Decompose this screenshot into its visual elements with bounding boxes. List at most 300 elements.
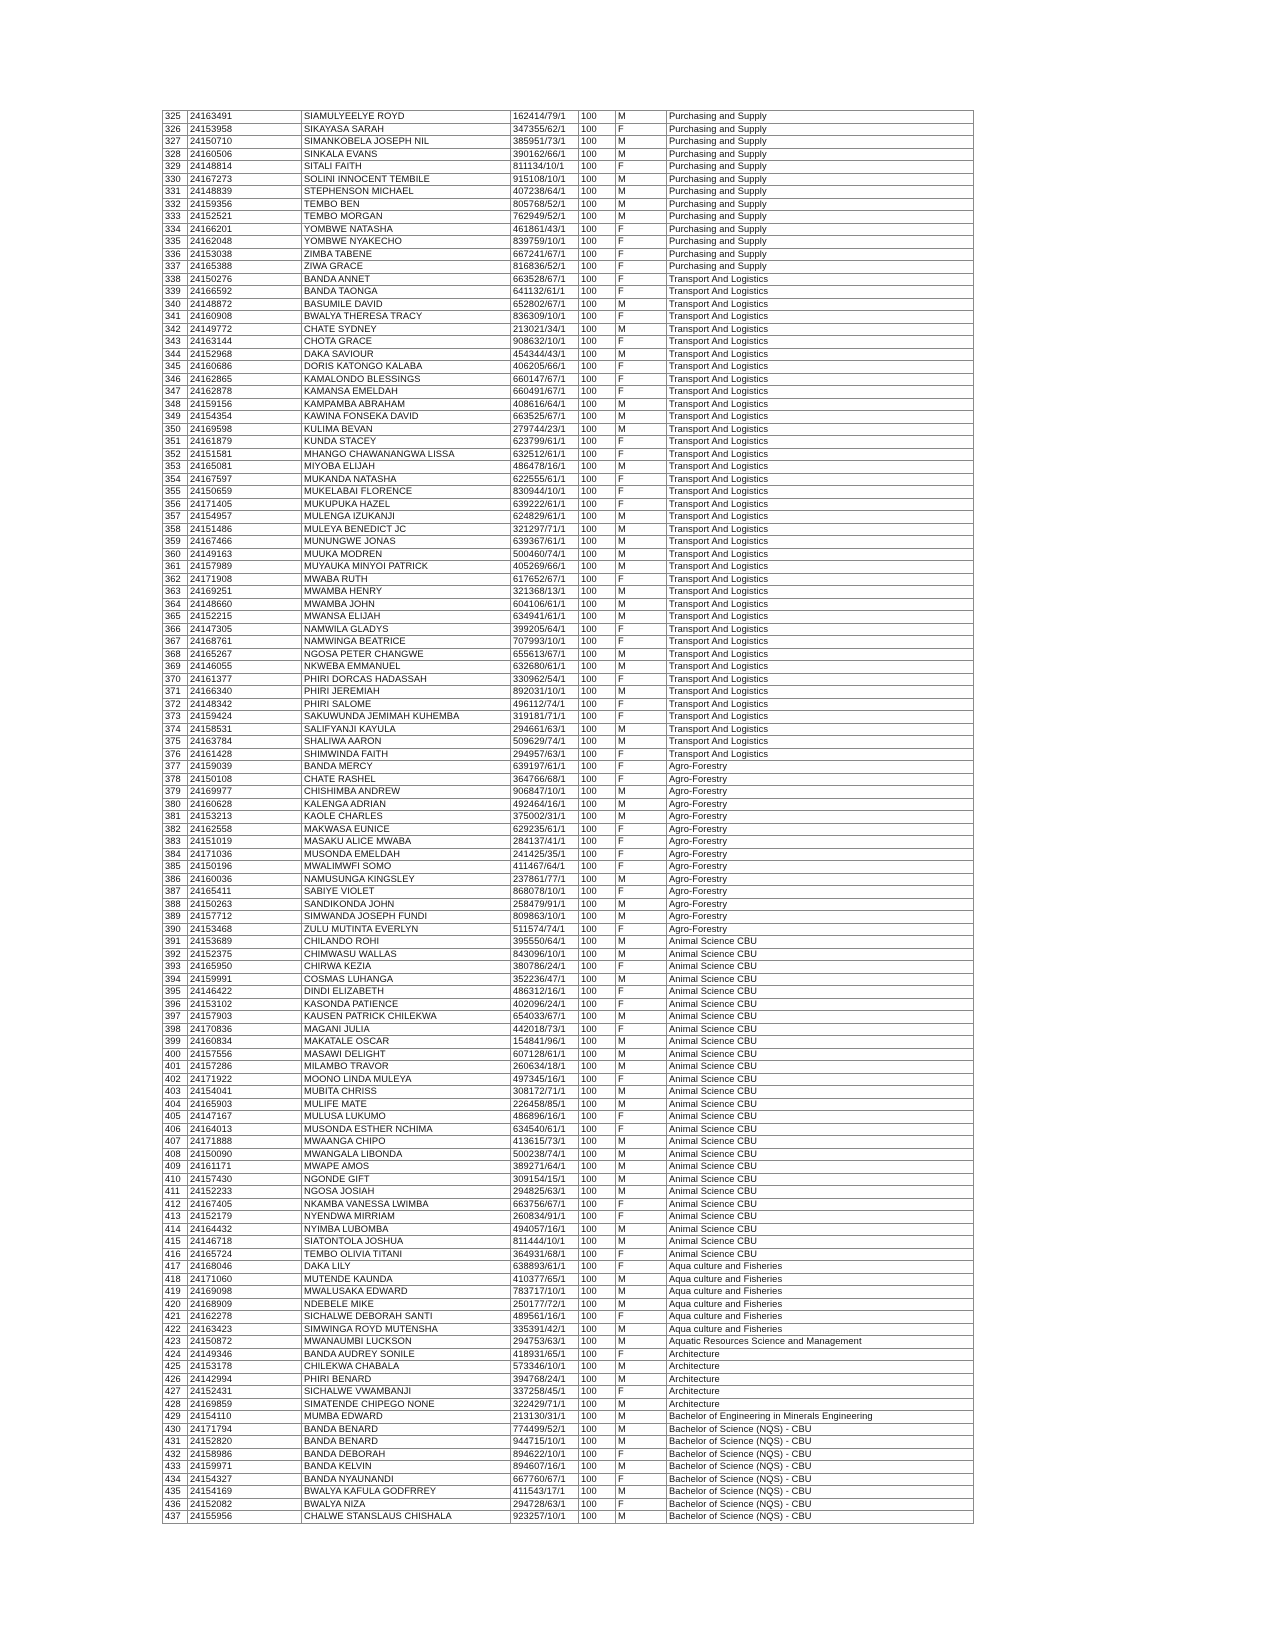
student-id-cell: 24152375 <box>188 948 302 961</box>
programme-cell: Purchasing and Supply <box>667 123 974 136</box>
student-id-cell: 24169098 <box>188 1286 302 1299</box>
programme-cell: Architecture <box>667 1398 974 1411</box>
table-row <box>163 336 974 349</box>
points-cell: 100 <box>579 348 616 361</box>
row-number-cell: 377 <box>163 761 188 774</box>
student-id-cell: 24171060 <box>188 1273 302 1286</box>
points-cell: 100 <box>579 1511 616 1524</box>
nrc-number-cell: 816836/52/1 <box>511 261 579 274</box>
programme-cell: Transport And Logistics <box>667 698 974 711</box>
row-number-cell: 354 <box>163 473 188 486</box>
student-id-cell: 24151019 <box>188 836 302 849</box>
sex-cell: M <box>616 1398 667 1411</box>
nrc-number-cell: 308172/71/1 <box>511 1086 579 1099</box>
student-name-cell: MWAANGA CHIPO <box>302 1136 511 1149</box>
programme-cell: Architecture <box>667 1386 974 1399</box>
table-row <box>163 598 974 611</box>
sex-cell: M <box>616 548 667 561</box>
points-cell: 100 <box>579 286 616 299</box>
student-name-cell: KAUSEN PATRICK CHILEKWA <box>302 1011 511 1024</box>
points-cell: 100 <box>579 1073 616 1086</box>
points-cell: 100 <box>579 948 616 961</box>
student-id-cell: 24158531 <box>188 723 302 736</box>
points-cell: 100 <box>579 173 616 186</box>
row-number-cell: 431 <box>163 1436 188 1449</box>
sex-cell: F <box>616 1073 667 1086</box>
table-row <box>163 973 974 986</box>
row-number-cell: 352 <box>163 448 188 461</box>
nrc-number-cell: 226458/85/1 <box>511 1098 579 1111</box>
student-id-cell: 24171908 <box>188 573 302 586</box>
table-row <box>163 1011 974 1024</box>
row-number-cell: 343 <box>163 336 188 349</box>
programme-cell: Purchasing and Supply <box>667 136 974 149</box>
nrc-number-cell: 402096/24/1 <box>511 998 579 1011</box>
programme-cell: Animal Science CBU <box>667 1173 974 1186</box>
student-name-cell: KASONDA PATIENCE <box>302 998 511 1011</box>
student-name-cell: CHILANDO ROHI <box>302 936 511 949</box>
table-row <box>163 1186 974 1199</box>
sex-cell: M <box>616 1486 667 1499</box>
student-name-cell: DAKA SAVIOUR <box>302 348 511 361</box>
programme-cell: Animal Science CBU <box>667 1111 974 1124</box>
row-number-cell: 398 <box>163 1023 188 1036</box>
points-cell: 100 <box>579 723 616 736</box>
student-name-cell: BWALYA KAFULA GODFRREY <box>302 1486 511 1499</box>
points-cell: 100 <box>579 223 616 236</box>
student-id-cell: 24159991 <box>188 973 302 986</box>
table-row <box>163 1036 974 1049</box>
row-number-cell: 434 <box>163 1473 188 1486</box>
row-number-cell: 338 <box>163 273 188 286</box>
points-cell: 100 <box>579 1298 616 1311</box>
student-name-cell: NYIMBA LUBOMBA <box>302 1223 511 1236</box>
row-number-cell: 342 <box>163 323 188 336</box>
table-row <box>163 473 974 486</box>
student-id-cell: 24161377 <box>188 673 302 686</box>
student-name-cell: TEMBO MORGAN <box>302 211 511 224</box>
points-cell: 100 <box>579 498 616 511</box>
programme-cell: Purchasing and Supply <box>667 111 974 124</box>
row-number-cell: 382 <box>163 823 188 836</box>
table-row <box>163 523 974 536</box>
sex-cell: M <box>616 348 667 361</box>
student-name-cell: BANDA AUDREY SONILE <box>302 1348 511 1361</box>
student-name-cell: SHALIWA AARON <box>302 736 511 749</box>
student-name-cell: ZULU MUTINTA EVERLYN <box>302 923 511 936</box>
student-name-cell: SIKAYASA SARAH <box>302 123 511 136</box>
nrc-number-cell: 500460/74/1 <box>511 548 579 561</box>
row-number-cell: 351 <box>163 436 188 449</box>
nrc-number-cell: 454344/43/1 <box>511 348 579 361</box>
results-table <box>162 110 974 1524</box>
sex-cell: M <box>616 536 667 549</box>
nrc-number-cell: 629235/61/1 <box>511 823 579 836</box>
programme-cell: Bachelor of Science (NQS) - CBU <box>667 1486 974 1499</box>
student-id-cell: 24161428 <box>188 748 302 761</box>
nrc-number-cell: 494057/16/1 <box>511 1223 579 1236</box>
table-row <box>163 961 974 974</box>
row-number-cell: 403 <box>163 1086 188 1099</box>
nrc-number-cell: 364931/68/1 <box>511 1248 579 1261</box>
row-number-cell: 360 <box>163 548 188 561</box>
student-id-cell: 24164432 <box>188 1223 302 1236</box>
results-table-container <box>162 110 973 1524</box>
points-cell: 100 <box>579 1461 616 1474</box>
nrc-number-cell: 663756/67/1 <box>511 1198 579 1211</box>
student-id-cell: 24152082 <box>188 1498 302 1511</box>
sex-cell: M <box>616 1323 667 1336</box>
sex-cell: M <box>616 1423 667 1436</box>
points-cell: 100 <box>579 698 616 711</box>
programme-cell: Transport And Logistics <box>667 711 974 724</box>
nrc-number-cell: 667241/67/1 <box>511 248 579 261</box>
student-id-cell: 24157286 <box>188 1061 302 1074</box>
student-id-cell: 24162878 <box>188 386 302 399</box>
programme-cell: Aqua culture and Fisheries <box>667 1311 974 1324</box>
sex-cell: F <box>616 698 667 711</box>
programme-cell: Aqua culture and Fisheries <box>667 1286 974 1299</box>
student-id-cell: 24154041 <box>188 1086 302 1099</box>
sex-cell: M <box>616 1011 667 1024</box>
student-id-cell: 24165724 <box>188 1248 302 1261</box>
table-row <box>163 873 974 886</box>
row-number-cell: 383 <box>163 836 188 849</box>
points-cell: 100 <box>579 1136 616 1149</box>
programme-cell: Transport And Logistics <box>667 273 974 286</box>
sex-cell: M <box>616 1148 667 1161</box>
nrc-number-cell: 294957/63/1 <box>511 748 579 761</box>
table-row <box>163 848 974 861</box>
programme-cell: Transport And Logistics <box>667 611 974 624</box>
nrc-number-cell: 250177/72/1 <box>511 1298 579 1311</box>
student-name-cell: MWAMBA JOHN <box>302 598 511 611</box>
table-row <box>163 173 974 186</box>
row-number-cell: 331 <box>163 186 188 199</box>
student-name-cell: KAMANSA EMELDAH <box>302 386 511 399</box>
student-name-cell: ZIWA GRACE <box>302 261 511 274</box>
sex-cell: F <box>616 1261 667 1274</box>
sex-cell: F <box>616 1111 667 1124</box>
sex-cell: M <box>616 1373 667 1386</box>
student-name-cell: NGOSA JOSIAH <box>302 1186 511 1199</box>
points-cell: 100 <box>579 1336 616 1349</box>
student-name-cell: MUSONDA EMELDAH <box>302 848 511 861</box>
nrc-number-cell: 486312/16/1 <box>511 986 579 999</box>
table-row <box>163 136 974 149</box>
student-name-cell: SANDIKONDA JOHN <box>302 898 511 911</box>
row-number-cell: 404 <box>163 1098 188 1111</box>
student-id-cell: 24154957 <box>188 511 302 524</box>
sex-cell: M <box>616 323 667 336</box>
programme-cell: Transport And Logistics <box>667 511 974 524</box>
student-id-cell: 24150108 <box>188 773 302 786</box>
nrc-number-cell: 634941/61/1 <box>511 611 579 624</box>
nrc-number-cell: 944715/10/1 <box>511 1436 579 1449</box>
row-number-cell: 415 <box>163 1236 188 1249</box>
row-number-cell: 437 <box>163 1511 188 1524</box>
table-row <box>163 1261 974 1274</box>
nrc-number-cell: 811444/10/1 <box>511 1236 579 1249</box>
student-name-cell: KULIMA BEVAN <box>302 423 511 436</box>
programme-cell: Transport And Logistics <box>667 661 974 674</box>
table-body <box>163 111 974 1524</box>
table-row <box>163 1173 974 1186</box>
programme-cell: Bachelor of Engineering in Minerals Engineering <box>667 1411 974 1424</box>
nrc-number-cell: 868078/10/1 <box>511 886 579 899</box>
row-number-cell: 374 <box>163 723 188 736</box>
student-id-cell: 24159039 <box>188 761 302 774</box>
student-name-cell: KALENGA ADRIAN <box>302 798 511 811</box>
student-name-cell: MWANAUMBI LUCKSON <box>302 1336 511 1349</box>
student-name-cell: MWALUSAKA EDWARD <box>302 1286 511 1299</box>
nrc-number-cell: 836309/10/1 <box>511 311 579 324</box>
table-row <box>163 1061 974 1074</box>
sex-cell: F <box>616 1023 667 1036</box>
student-id-cell: 24155956 <box>188 1511 302 1524</box>
table-row <box>163 573 974 586</box>
table-row <box>163 123 974 136</box>
points-cell: 100 <box>579 273 616 286</box>
points-cell: 100 <box>579 1223 616 1236</box>
table-row <box>163 498 974 511</box>
points-cell: 100 <box>579 398 616 411</box>
table-row <box>163 723 974 736</box>
programme-cell: Bachelor of Science (NQS) - CBU <box>667 1511 974 1524</box>
nrc-number-cell: 322429/71/1 <box>511 1398 579 1411</box>
table-row <box>163 1273 974 1286</box>
sex-cell: F <box>616 373 667 386</box>
student-name-cell: MHANGO CHAWANANGWA LISSA <box>302 448 511 461</box>
row-number-cell: 394 <box>163 973 188 986</box>
nrc-number-cell: 335391/42/1 <box>511 1323 579 1336</box>
points-cell: 100 <box>579 1148 616 1161</box>
student-id-cell: 24153958 <box>188 123 302 136</box>
student-name-cell: MASAKU ALICE MWABA <box>302 836 511 849</box>
programme-cell: Transport And Logistics <box>667 623 974 636</box>
programme-cell: Purchasing and Supply <box>667 248 974 261</box>
programme-cell: Transport And Logistics <box>667 636 974 649</box>
row-number-cell: 366 <box>163 623 188 636</box>
points-cell: 100 <box>579 523 616 536</box>
sex-cell: M <box>616 1336 667 1349</box>
programme-cell: Bachelor of Science (NQS) - CBU <box>667 1473 974 1486</box>
student-id-cell: 24167405 <box>188 1198 302 1211</box>
sex-cell: F <box>616 1348 667 1361</box>
programme-cell: Transport And Logistics <box>667 561 974 574</box>
row-number-cell: 359 <box>163 536 188 549</box>
table-row <box>163 1111 974 1124</box>
row-number-cell: 436 <box>163 1498 188 1511</box>
student-id-cell: 24146422 <box>188 986 302 999</box>
programme-cell: Animal Science CBU <box>667 1148 974 1161</box>
programme-cell: Bachelor of Science (NQS) - CBU <box>667 1423 974 1436</box>
row-number-cell: 358 <box>163 523 188 536</box>
sex-cell: F <box>616 848 667 861</box>
points-cell: 100 <box>579 361 616 374</box>
sex-cell: F <box>616 1311 667 1324</box>
nrc-number-cell: 410377/65/1 <box>511 1273 579 1286</box>
programme-cell: Agro-Forestry <box>667 761 974 774</box>
row-number-cell: 346 <box>163 373 188 386</box>
sex-cell: F <box>616 1248 667 1261</box>
student-id-cell: 24165267 <box>188 648 302 661</box>
student-id-cell: 24150872 <box>188 1336 302 1349</box>
row-number-cell: 325 <box>163 111 188 124</box>
points-cell: 100 <box>579 1373 616 1386</box>
nrc-number-cell: 442018/73/1 <box>511 1023 579 1036</box>
sex-cell: M <box>616 511 667 524</box>
student-id-cell: 24157556 <box>188 1048 302 1061</box>
table-row <box>163 536 974 549</box>
student-name-cell: NYENDWA MIRRIAM <box>302 1211 511 1224</box>
row-number-cell: 411 <box>163 1186 188 1199</box>
points-cell: 100 <box>579 623 616 636</box>
programme-cell: Transport And Logistics <box>667 323 974 336</box>
student-name-cell: CHATE RASHEL <box>302 773 511 786</box>
programme-cell: Animal Science CBU <box>667 1011 974 1024</box>
student-id-cell: 24169251 <box>188 586 302 599</box>
student-name-cell: NGOSA PETER CHANGWE <box>302 648 511 661</box>
student-name-cell: DAKA LILY <box>302 1261 511 1274</box>
nrc-number-cell: 839759/10/1 <box>511 236 579 249</box>
points-cell: 100 <box>579 548 616 561</box>
table-row <box>163 673 974 686</box>
nrc-number-cell: 486478/16/1 <box>511 461 579 474</box>
student-name-cell: BANDA DEBORAH <box>302 1448 511 1461</box>
student-id-cell: 24150263 <box>188 898 302 911</box>
student-id-cell: 24165903 <box>188 1098 302 1111</box>
student-name-cell: NAMWILA GLADYS <box>302 623 511 636</box>
points-cell: 100 <box>579 836 616 849</box>
table-row <box>163 561 974 574</box>
nrc-number-cell: 604106/61/1 <box>511 598 579 611</box>
table-row <box>163 736 974 749</box>
programme-cell: Animal Science CBU <box>667 973 974 986</box>
sex-cell: M <box>616 1098 667 1111</box>
points-cell: 100 <box>579 1098 616 1111</box>
table-row <box>163 161 974 174</box>
sex-cell: F <box>616 311 667 324</box>
points-cell: 100 <box>579 1398 616 1411</box>
sex-cell: M <box>616 411 667 424</box>
table-row <box>163 948 974 961</box>
row-number-cell: 337 <box>163 261 188 274</box>
student-id-cell: 24148872 <box>188 298 302 311</box>
student-id-cell: 24168909 <box>188 1298 302 1311</box>
programme-cell: Aqua culture and Fisheries <box>667 1261 974 1274</box>
points-cell: 100 <box>579 686 616 699</box>
points-cell: 100 <box>579 1423 616 1436</box>
programme-cell: Transport And Logistics <box>667 386 974 399</box>
student-name-cell: BANDA KELVIN <box>302 1461 511 1474</box>
sex-cell: M <box>616 898 667 911</box>
programme-cell: Animal Science CBU <box>667 1198 974 1211</box>
table-row <box>163 211 974 224</box>
points-cell: 100 <box>579 186 616 199</box>
table-row <box>163 198 974 211</box>
sex-cell: M <box>616 173 667 186</box>
table-row <box>163 1086 974 1099</box>
programme-cell: Transport And Logistics <box>667 411 974 424</box>
nrc-number-cell: 783717/10/1 <box>511 1286 579 1299</box>
points-cell: 100 <box>579 511 616 524</box>
row-number-cell: 341 <box>163 311 188 324</box>
nrc-number-cell: 500238/74/1 <box>511 1148 579 1161</box>
sex-cell: M <box>616 598 667 611</box>
sex-cell: F <box>616 1386 667 1399</box>
student-id-cell: 24166592 <box>188 286 302 299</box>
sex-cell: M <box>616 461 667 474</box>
sex-cell: F <box>616 711 667 724</box>
programme-cell: Animal Science CBU <box>667 1086 974 1099</box>
nrc-number-cell: 634540/61/1 <box>511 1123 579 1136</box>
nrc-number-cell: 352236/47/1 <box>511 973 579 986</box>
nrc-number-cell: 667760/67/1 <box>511 1473 579 1486</box>
student-name-cell: SHIMWINDA FAITH <box>302 748 511 761</box>
sex-cell: F <box>616 248 667 261</box>
student-id-cell: 24163784 <box>188 736 302 749</box>
points-cell: 100 <box>579 1411 616 1424</box>
points-cell: 100 <box>579 573 616 586</box>
nrc-number-cell: 279744/23/1 <box>511 423 579 436</box>
row-number-cell: 432 <box>163 1448 188 1461</box>
programme-cell: Animal Science CBU <box>667 961 974 974</box>
nrc-number-cell: 496112/74/1 <box>511 698 579 711</box>
points-cell: 100 <box>579 311 616 324</box>
student-id-cell: 24160036 <box>188 873 302 886</box>
nrc-number-cell: 811134/10/1 <box>511 161 579 174</box>
student-name-cell: PHIRI JEREMIAH <box>302 686 511 699</box>
programme-cell: Transport And Logistics <box>667 398 974 411</box>
programme-cell: Agro-Forestry <box>667 923 974 936</box>
sex-cell: M <box>616 936 667 949</box>
student-name-cell: KUNDA STACEY <box>302 436 511 449</box>
points-cell: 100 <box>579 636 616 649</box>
nrc-number-cell: 655613/67/1 <box>511 648 579 661</box>
table-row <box>163 1048 974 1061</box>
table-row <box>163 911 974 924</box>
student-id-cell: 24159424 <box>188 711 302 724</box>
sex-cell: M <box>616 561 667 574</box>
nrc-number-cell: 389271/64/1 <box>511 1161 579 1174</box>
row-number-cell: 349 <box>163 411 188 424</box>
points-cell: 100 <box>579 473 616 486</box>
points-cell: 100 <box>579 1348 616 1361</box>
points-cell: 100 <box>579 898 616 911</box>
sex-cell: M <box>616 736 667 749</box>
table-row <box>163 761 974 774</box>
table-row <box>163 698 974 711</box>
student-name-cell: SIAMULYEELYE ROYD <box>302 111 511 124</box>
table-row <box>163 1211 974 1224</box>
nrc-number-cell: 294753/63/1 <box>511 1336 579 1349</box>
row-number-cell: 396 <box>163 998 188 1011</box>
row-number-cell: 363 <box>163 586 188 599</box>
programme-cell: Animal Science CBU <box>667 1161 974 1174</box>
student-name-cell: BANDA ANNET <box>302 273 511 286</box>
nrc-number-cell: 486896/16/1 <box>511 1111 579 1124</box>
sex-cell: F <box>616 386 667 399</box>
student-name-cell: CHIMWASU WALLAS <box>302 948 511 961</box>
student-name-cell: MAGANI JULIA <box>302 1023 511 1036</box>
row-number-cell: 385 <box>163 861 188 874</box>
table-row <box>163 861 974 874</box>
points-cell: 100 <box>579 811 616 824</box>
student-id-cell: 24170836 <box>188 1023 302 1036</box>
points-cell: 100 <box>579 1273 616 1286</box>
nrc-number-cell: 809863/10/1 <box>511 911 579 924</box>
